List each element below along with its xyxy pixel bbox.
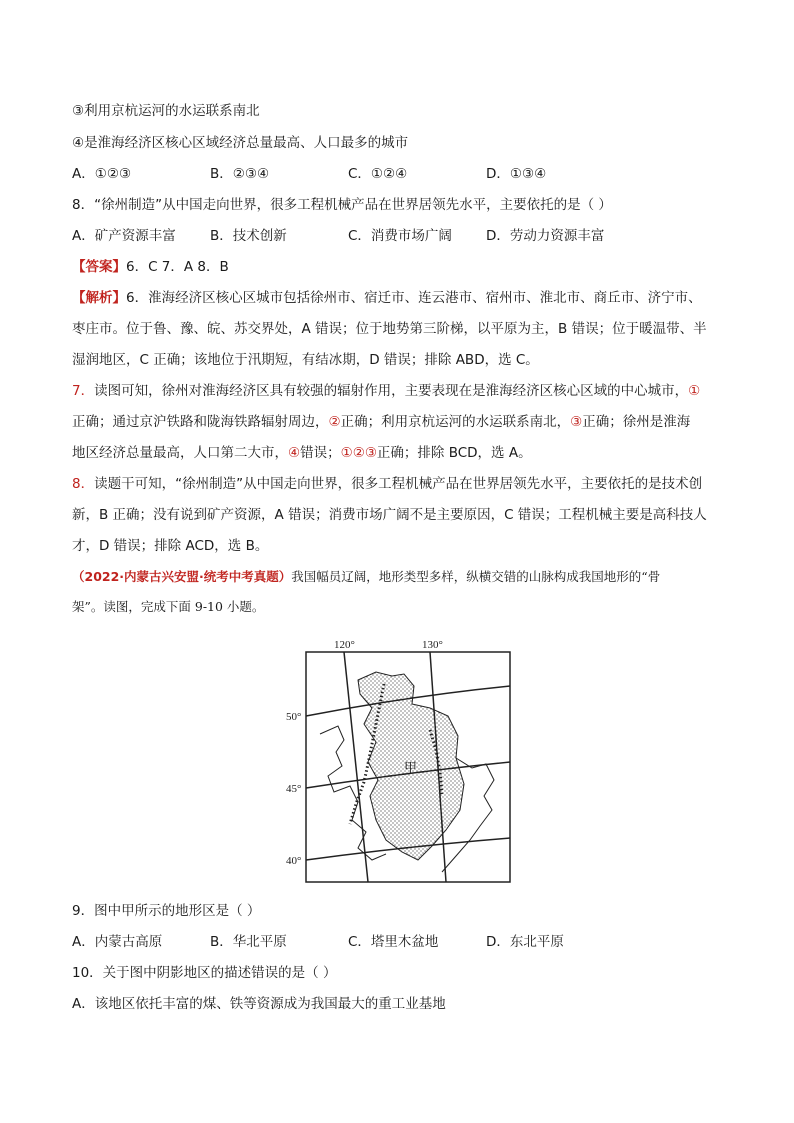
analysis-tag: 【解析】 <box>72 290 126 306</box>
q8-stem: 8．“徐州制造”从中国走向世界，很多工程机械产品在世界居领先水平，主要依托的是（ ） <box>72 197 612 213</box>
analysis-q7-circle-4: ④ <box>288 445 301 461</box>
analysis-q7-number: 7． <box>72 383 95 399</box>
q7-option-b: B．②③④ <box>210 166 270 182</box>
region-label-jia: 甲 <box>404 760 418 775</box>
answer-text: 6．C 7．A 8．B <box>126 259 229 275</box>
analysis-q7-line-1 <box>72 381 700 401</box>
q9-option-a: A．内蒙古高原 <box>72 934 163 950</box>
intro-line-1 <box>72 567 660 587</box>
q10-option-a: A．该地区依托丰富的煤、铁等资源成为我国最大的重工业基地 <box>72 996 446 1012</box>
q10-stem: 10．关于图中阴影地区的描述错误的是（ ） <box>72 965 337 981</box>
answer-tag: 【答案】 <box>72 259 126 275</box>
q9-option-d: D．东北平原 <box>486 934 564 950</box>
analysis-q6-text-2: 枣庄市。位于鲁、豫、皖、苏交界处，A 错误；位于地势第三阶梯，以平原为主，B 错误；位于暖温带、半 <box>72 321 707 337</box>
analysis-line-1 <box>72 288 702 308</box>
analysis-q8-text-1: 读题干可知，“徐州制造”从中国走向世界，很多工程机械产品在世界居领先水平，主要依托的是技术创 <box>94 476 703 492</box>
lon-label-130: 130° <box>422 639 443 651</box>
analysis-q8-number: 8． <box>72 476 95 492</box>
q7-options <box>72 164 546 184</box>
analysis-q7-line-2 <box>72 412 690 432</box>
lat-label-50: 50° <box>286 711 302 723</box>
analysis-q7-text-3a: 地区经济总量最高，人口第二大市， <box>72 445 288 461</box>
q8-option-b: B．技术创新 <box>210 228 287 244</box>
analysis-q6-text-1: 6．淮海经济区核心区城市包括徐州市、宿迁市、连云港市、宿州市、淮北市、商丘市、济宁市、 <box>126 290 702 306</box>
analysis-q6-text-3: 湿润地区，C 正确；该地位于汛期短，有结冰期，D 错误；排除 ABD，选 C。 <box>72 352 539 368</box>
northeast-china-map <box>280 634 530 886</box>
analysis-q7-text-2c: 正确；徐州是淮海 <box>582 414 691 430</box>
q9-option-b: B．华北平原 <box>210 934 287 950</box>
q8-option-d: D．劳动力资源丰富 <box>486 228 605 244</box>
analysis-q8-text-2: 新，B 正确；没有说到矿产资源，A 错误；消费市场广阔不是主要原因，C 错误；工程机械主要是高科技人 <box>72 507 707 523</box>
analysis-q7-text-2b: 正确；利用京杭运河的水运联系南北， <box>340 414 571 430</box>
analysis-q7-circle-2: ② <box>328 414 341 430</box>
analysis-q8-text-3: 才，D 错误；排除 ACD，选 B。 <box>72 538 269 554</box>
q7-option-c: C．①②④ <box>348 166 408 182</box>
analysis-q7-circle-1: ① <box>688 383 701 399</box>
q8-option-a: A．矿产资源丰富 <box>72 228 176 244</box>
lat-label-45: 45° <box>286 783 302 795</box>
q9-options <box>72 932 564 952</box>
analysis-q7-text-3c: 正确；排除 BCD，选 A。 <box>376 445 532 461</box>
analysis-q7-circle-3: ③ <box>570 414 583 430</box>
intro-text-1: 我国幅员辽阔，地形类型多样，纵横交错的山脉构成我国地形的“骨 <box>291 569 661 584</box>
q7-option-d: D．①③④ <box>486 166 547 182</box>
analysis-q8-line-1 <box>72 474 702 494</box>
lon-label-120: 120° <box>334 639 355 651</box>
q7-item-3: ③利用京杭运河的水运联系南北 <box>72 103 260 119</box>
q8-option-c: C．消费市场广阔 <box>348 228 452 244</box>
analysis-q7-text-3b: 错误； <box>300 445 341 461</box>
q7-item-4: ④是淮海经济区核心区域经济总量最高、人口最多的城市 <box>72 135 409 151</box>
analysis-q7-circle-5: ①②③ <box>340 445 377 461</box>
q7-option-a: A．①②③ <box>72 166 132 182</box>
analysis-q7-text-2a: 正确；通过京沪铁路和陇海铁路辐射周边， <box>72 414 329 430</box>
analysis-q7-text-1: 读图可知，徐州对淮海经济区具有较强的辐射作用，主要表现在是淮海经济区核心区域的中心城市， <box>94 383 689 399</box>
answer-line <box>72 257 229 277</box>
analysis-q7-line-3 <box>72 443 532 463</box>
lat-label-40: 40° <box>286 855 302 867</box>
q8-options <box>72 226 604 246</box>
question-source: （2022·内蒙古兴安盟·统考中考真题） <box>72 569 292 584</box>
q9-stem: 9．图中甲所示的地形区是（ ） <box>72 903 261 919</box>
q9-option-c: C．塔里木盆地 <box>348 934 439 950</box>
intro-text-2: 架”。读图，完成下面 9-10 小题。 <box>72 599 265 614</box>
